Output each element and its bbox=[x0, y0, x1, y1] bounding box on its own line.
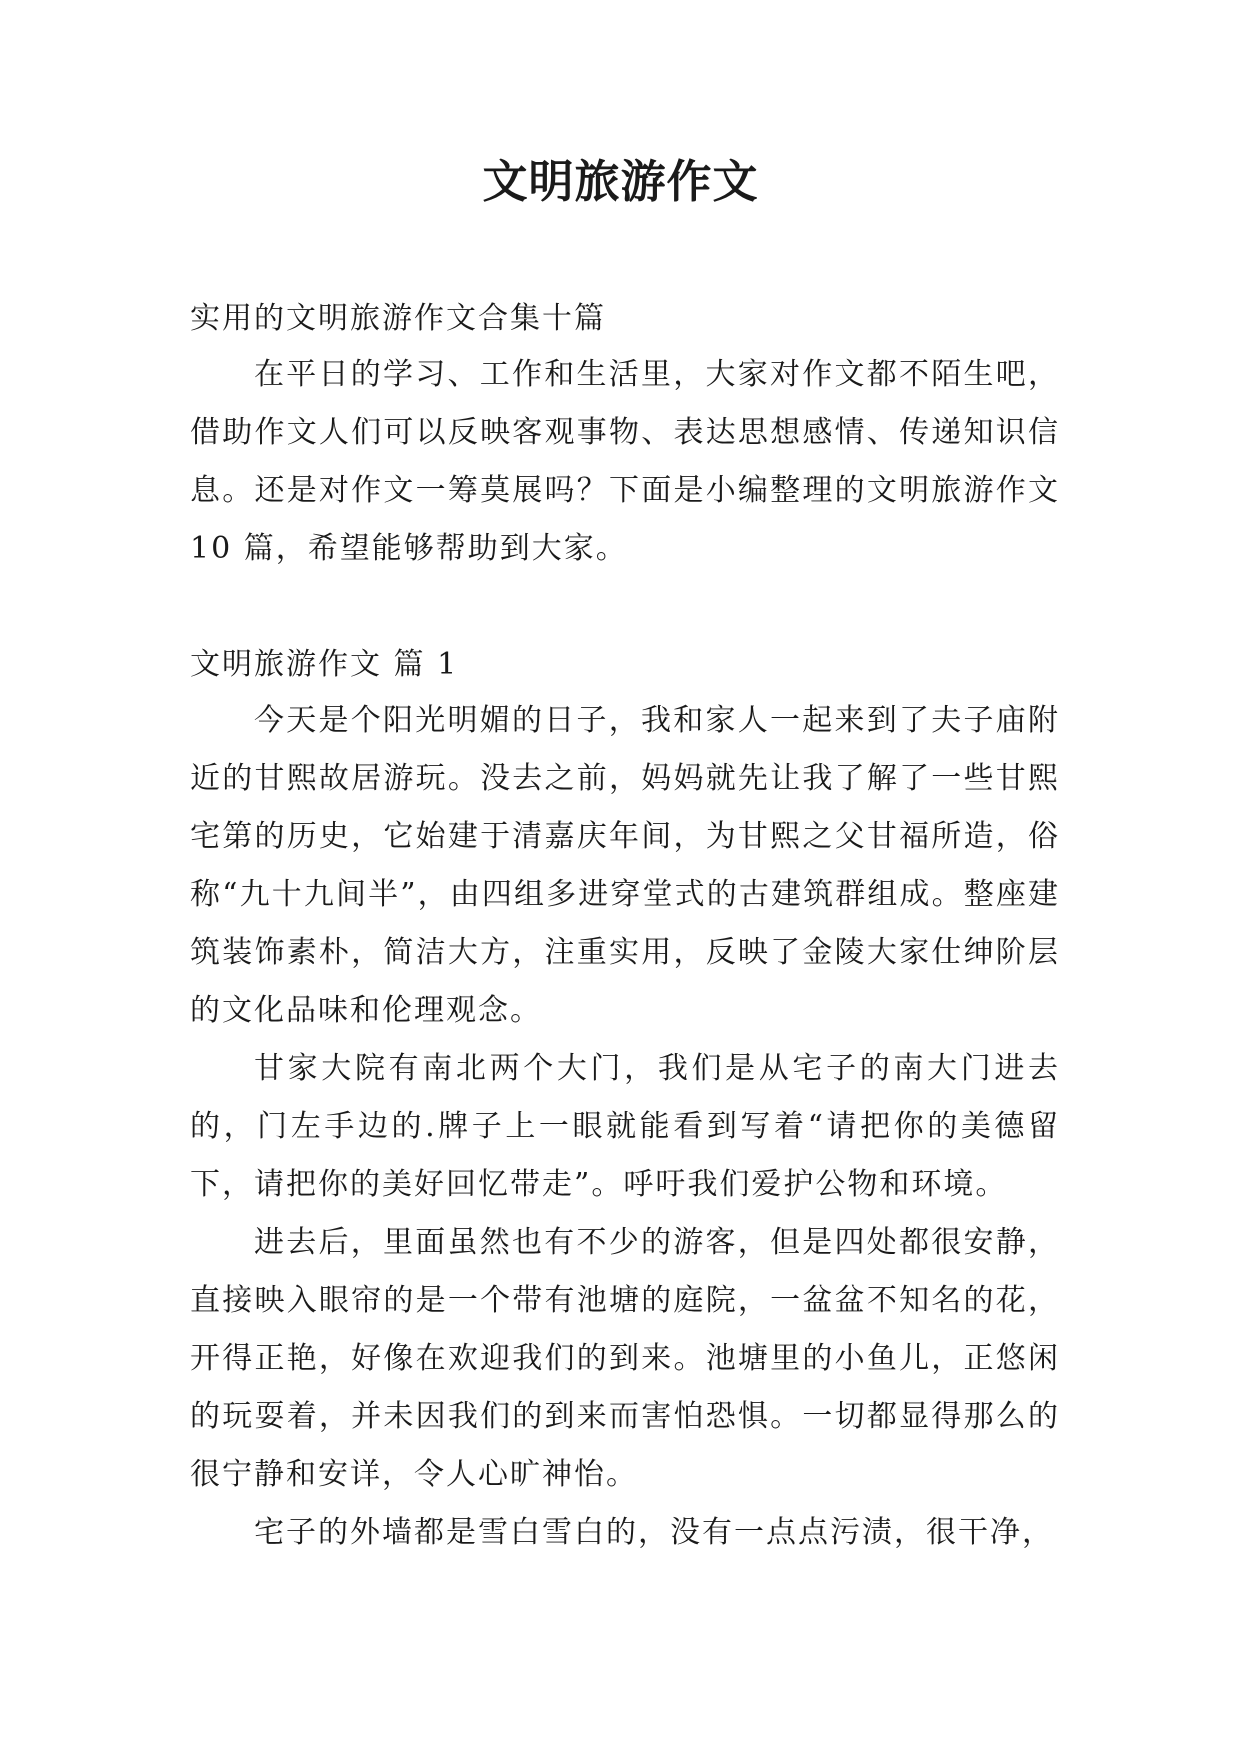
essay-paragraph: 进去后，里面虽然也有不少的游客，但是四处都很安静，直接映入眼帘的是一个带有池塘的庭院，一盆盆不知名的花，开得正艳，好像在欢迎我们的到来。池塘里的小鱼儿，正悠闲的玩耍着，并未因我们的到来而害怕恐惧。一切都显得那么的很宁静和安详，令人心旷神怡。 bbox=[190, 1225, 1060, 1492]
essay-paragraph: 今天是个阳光明媚的日子，我和家人一起来到了夫子庙附近的甘熙故居游玩。没去之前，妈妈就先让我了解了一些甘熙宅第的历史，它始建于清嘉庆年间，为甘熙之父甘福所造，俗称“九十九间半”，由四组多进穿堂式的古建筑群组成。整座建筑装饰素朴，简洁大方，注重实用，反映了金陵大家仕绅阶层的文化品味和伦理观念。 bbox=[190, 703, 1060, 1028]
intro-paragraph: 在平日的学习、工作和生活里，大家对作文都不陌生吧，借助作文人们可以反映客观事物、表达思想感情、传递知识信息。还是对作文一筹莫展吗？下面是小编整理的文明旅游作文 10 篇，希望能够帮助到大家。 bbox=[190, 357, 1060, 566]
page-title: 文明旅游作文 bbox=[482, 155, 759, 208]
document-subtitle: 实用的文明旅游作文合集十篇 bbox=[190, 301, 606, 336]
section-heading: 文明旅游作文 篇 1 bbox=[190, 647, 459, 682]
essay-content bbox=[190, 692, 1060, 1562]
intro-section bbox=[190, 346, 1060, 578]
essay-paragraph: 宅子的外墙都是雪白雪白的，没有一点点污渍，很干净， bbox=[254, 1515, 1054, 1550]
essay-paragraph: 甘家大院有南北两个大门，我们是从宅子的南大门进去的，门左手边的.牌子上一眼就能看到写着“请把你的美德留下，请把你的美好回忆带走”。呼吁我们爱护公物和环境。 bbox=[190, 1051, 1060, 1202]
